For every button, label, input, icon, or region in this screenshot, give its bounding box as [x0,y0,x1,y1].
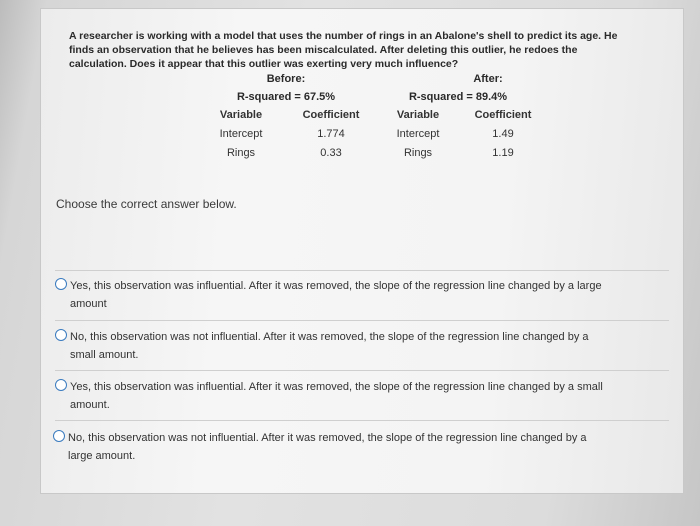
option-label[interactable] [70,277,650,313]
question-card [40,8,684,494]
before-coef-1: 0.33 [320,146,342,159]
table-row [383,124,553,143]
table-row [201,105,381,124]
after-var-0: Intercept [396,127,440,140]
after-table [383,105,553,162]
option-line: Yes, this observation was influential. After it was removed, the slope of the regression line changed by a large [70,280,602,292]
option-line: large amount. [68,450,136,462]
table-row [201,143,381,162]
radio-button[interactable] [55,329,67,341]
after-col-variable: Variable [396,108,440,121]
before-title: Before: [266,73,306,85]
after-title: After: [473,73,503,85]
before-regression [201,73,381,162]
option-label[interactable] [70,328,650,364]
option-label[interactable] [68,429,648,465]
before-table [201,105,381,162]
table-row [383,143,553,162]
radio-button[interactable] [55,379,67,391]
divider [55,270,669,271]
question-text: A researcher is working with a model that uses the number of rings in an Abalone's shell to predict its age. He finds an observation that he believes has been miscalculated. After deleting this outlier, he redoes the calculation. Does it appear that this outlier was exerting very much influence? [69,30,618,70]
before-r-squared: R-squared = 67.5% [236,91,336,103]
table-row [383,105,553,124]
table-row [201,124,381,143]
option-line: No, this observation was not influential. After it was removed, the slope of the regression line changed by a [70,331,589,343]
after-col-coefficient: Coefficient [474,108,532,121]
after-coef-1: 1.19 [492,146,514,159]
after-coef-0: 1.49 [492,127,514,140]
divider [55,420,669,421]
radio-button[interactable] [55,278,67,290]
after-var-1: Rings [403,146,433,159]
before-var-0: Intercept [219,127,263,140]
before-col-coefficient: Coefficient [302,108,360,121]
before-coef-0: 1.774 [317,127,345,140]
option-line: Yes, this observation was influential. After it was removed, the slope of the regression line changed by a small [70,381,603,393]
after-regression [383,73,573,162]
divider [55,370,669,371]
divider [55,320,669,321]
option-label[interactable] [70,378,650,414]
option-line: small amount. [70,349,139,361]
before-var-1: Rings [226,146,256,159]
before-col-variable: Variable [219,108,263,121]
option-line: amount. [70,399,110,411]
after-r-squared: R-squared = 89.4% [408,91,508,103]
option-line: No, this observation was not influential. After it was removed, the slope of the regression line changed by a [68,432,587,444]
radio-button[interactable] [53,430,65,442]
instruction-text: Choose the correct answer below. [56,197,237,211]
option-line: amount [70,298,107,310]
